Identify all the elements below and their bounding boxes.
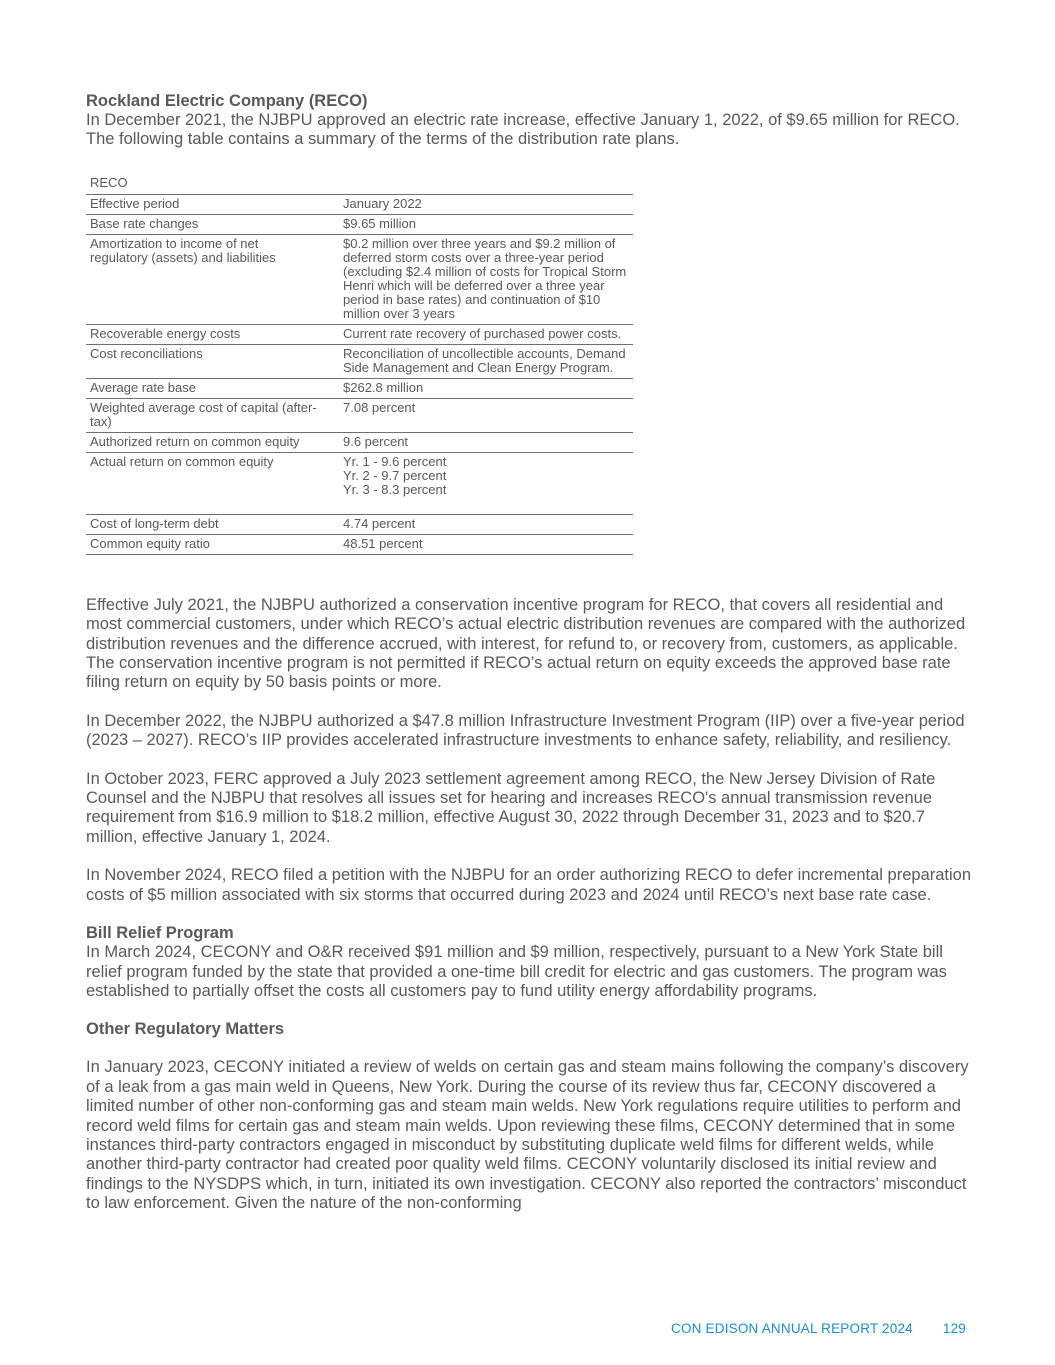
table-row (86, 452, 633, 514)
row-label: Base rate changes (86, 214, 339, 234)
actual-roe-year-1: Yr. 1 - 9.6 percent (343, 453, 447, 469)
row-value: $9.65 million (339, 214, 633, 234)
table-header-row (86, 174, 633, 195)
table-row (86, 514, 633, 534)
row-value: Current rate recovery of purchased power costs. (339, 324, 633, 344)
bill-relief-heading: Bill Relief Program (86, 924, 234, 943)
storms-paragraph: In November 2024, RECO filed a petition with the NJBPU for an order authorizing RECO to defer incremental preparation costs of $5 million associated with six storms that occurred during 2023 and 2024 until RECO’s next base rate case. (86, 866, 972, 904)
row-value (339, 452, 633, 514)
row-label: Cost reconciliations (86, 344, 339, 378)
row-value: 48.51 percent (339, 534, 633, 554)
row-label: Weighted average cost of capital (after-tax) (86, 398, 339, 432)
actual-roe-year-3: Yr. 3 - 8.3 percent (343, 481, 447, 497)
row-label: Average rate base (86, 378, 339, 398)
ferc-paragraph: In October 2023, FERC approved a July 2023 settlement agreement among RECO, the New Jersey Division of Rate Counsel and the NJBPU that resolves all issues set for hearing and increases RECO's annual transmission revenue requirement from $16.9 million to $18.2 million, effective August 30, 2022 through December 31, 2023 and to $20.7 million, effective January 1, 2024. (86, 769, 936, 846)
row-label: Amortization to income of net regulatory (assets) and liabilities (86, 234, 339, 324)
table-row (86, 344, 633, 378)
reco-heading: Rockland Electric Company (RECO) (86, 92, 368, 110)
page-content (86, 92, 976, 1214)
table-row (86, 432, 633, 452)
table-row (86, 214, 633, 234)
table-row (86, 324, 633, 344)
welds-paragraph: In January 2023, CECONY initiated a review of welds on certain gas and steam mains following the company’s discovery of a leak from a gas main weld in Queens, New York. During the course of its review thus far, CECONY discovered a limited number of other non-conforming gas and steam main welds. New York regulations require utilities to perform and record weld films for certain gas and steam main welds. Upon reviewing these films, CECONY determined that in some instances third-party contractors engaged in misconduct by substituting duplicate weld films for different welds, while another third-party contractor had created poor quality weld films. CECONY voluntarily disclosed its initial review and findings to the NYSDPS which, in turn, initiated its own investigation. CECONY also reported the contractors’ misconduct to law enforcement. Given the nature of the non-conforming (86, 1058, 969, 1213)
reco-rate-plan-table (86, 174, 633, 555)
table-row (86, 234, 633, 324)
report-title: CON EDISON ANNUAL REPORT 2024 (671, 1321, 913, 1336)
iip-paragraph: In December 2022, the NJBPU authorized a $47.8 million Infrastructure Investment Program (IIP) over a five-year period (2023 – 2027). RECO’s IIP provides accelerated infrastructure investments to enhance safety, reliability, and resiliency. (86, 711, 965, 750)
row-label: Common equity ratio (86, 534, 339, 554)
row-value: Reconciliation of uncollectible accounts, Demand Side Management and Clean Energy Program. (339, 344, 633, 378)
reco-intro: In December 2021, the NJBPU approved an electric rate increase, effective January 1, 2022, of $9.65 million for RECO. The following table contains a summary of the terms of the distribution rate plans. (86, 111, 960, 149)
row-label: Authorized return on common equity (86, 432, 339, 452)
table-header: RECO (86, 174, 633, 195)
page-footer (671, 1321, 966, 1336)
bill-relief-paragraph: In March 2024, CECONY and O&R received $91 million and $9 million, respectively, pursuant to a New York State bill relief program funded by the state that provided a one-time bill credit for electric and gas customers. The program was established to partially offset the costs all customers pay to fund utility energy affordability programs. (86, 943, 947, 1000)
row-value: 4.74 percent (339, 514, 633, 534)
row-value: 9.6 percent (339, 432, 633, 452)
row-label: Recoverable energy costs (86, 324, 339, 344)
table-row (86, 534, 633, 554)
row-value: $0.2 million over three years and $9.2 million of deferred storm costs over a three-year period (excluding $2.4 million of costs for Tropical Storm Henri which will be deferred over a three year period in base rates) and continuation of $10 million over 3 years (339, 234, 633, 324)
row-value: 7.08 percent (339, 398, 633, 432)
table-row (86, 398, 633, 432)
row-label: Effective period (86, 194, 339, 214)
other-regulatory-heading: Other Regulatory Matters (86, 1020, 285, 1039)
actual-roe-year-2: Yr. 2 - 9.7 percent (343, 467, 447, 483)
page-number: 129 (942, 1321, 967, 1336)
table-row (86, 194, 633, 214)
table-row (86, 378, 633, 398)
row-label: Actual return on common equity (86, 452, 339, 514)
conservation-paragraph: Effective July 2021, the NJBPU authorized a conservation incentive program for RECO, that covers all residential and most commercial customers, under which RECO’s actual electric distribution revenues are compared with the authorized distribution revenues and the difference accrued, with interest, for refund to, or recovery from, customers, as applicable. The conservation incentive program is not permitted if RECO’s actual return on equity exceeds the approved base rate filing return on equity by 50 basis points or more. (86, 595, 966, 692)
row-value: $262.8 million (339, 378, 633, 398)
row-label: Cost of long-term debt (86, 514, 339, 534)
row-value: January 2022 (339, 194, 633, 214)
